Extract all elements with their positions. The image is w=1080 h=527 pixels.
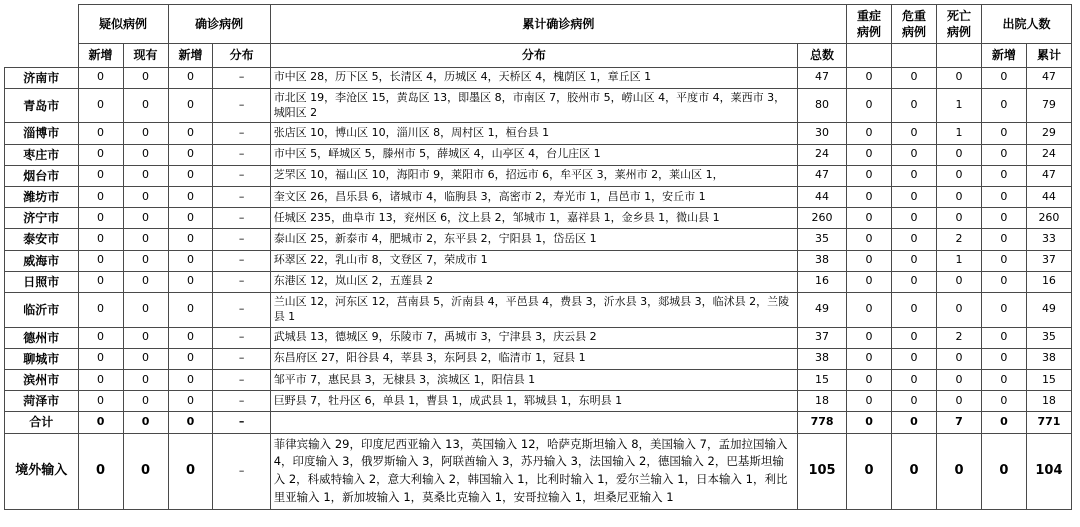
header-suspected-existing: 现有 [123, 44, 168, 67]
cell-discharged-new: 0 [981, 348, 1026, 369]
cell-discharged-new: 0 [981, 412, 1026, 433]
cell-discharged-cumulative: 79 [1026, 88, 1071, 123]
cell-critical: 0 [892, 123, 937, 144]
cell-critical: 0 [892, 165, 937, 186]
cell-cumulative-total: 38 [798, 250, 847, 271]
cell-suspected-new: 0 [78, 165, 123, 186]
cell-cumulative-distribution: 市北区 19，李沧区 15，黄岛区 13，即墨区 8，市南区 7，胶州市 5，崂山区 4，平度市 4，莱西市 3，城阳区 2 [270, 88, 797, 123]
cell-death: 0 [936, 144, 981, 165]
cell-critical: 0 [892, 412, 937, 433]
cell-cumulative-distribution [270, 412, 797, 433]
cell-discharged-new: 0 [981, 165, 1026, 186]
cell-suspected-new: 0 [78, 123, 123, 144]
cell-death: 1 [936, 250, 981, 271]
cell-confirmed-distribution: – [213, 271, 270, 292]
cell-confirmed-new: 0 [168, 271, 213, 292]
row-region: 德州市 [5, 327, 79, 348]
header-discharged-cumulative: 累计 [1026, 44, 1071, 67]
cell-confirmed-distribution: – [213, 229, 270, 250]
cell-confirmed-new: 0 [168, 292, 213, 327]
row-region: 泰安市 [5, 229, 79, 250]
cell-confirmed-distribution: – [213, 433, 270, 509]
table-row [5, 88, 1072, 123]
cell-discharged-new: 0 [981, 208, 1026, 229]
cell-death: 0 [936, 271, 981, 292]
cell-suspected-existing: 0 [123, 292, 168, 327]
header-corner-blank [5, 5, 79, 68]
cell-severe: 0 [847, 250, 892, 271]
cell-severe: 0 [847, 327, 892, 348]
cell-suspected-existing: 0 [123, 433, 168, 509]
cell-death: 0 [936, 292, 981, 327]
cell-discharged-cumulative: 29 [1026, 123, 1071, 144]
cell-discharged-cumulative: 37 [1026, 250, 1071, 271]
cell-critical: 0 [892, 370, 937, 391]
cell-death: 0 [936, 165, 981, 186]
cell-critical: 0 [892, 208, 937, 229]
header-critical-sub [892, 44, 937, 67]
cell-death: 0 [936, 391, 981, 412]
cell-discharged-new: 0 [981, 327, 1026, 348]
row-region: 淄博市 [5, 123, 79, 144]
cell-suspected-existing: 0 [123, 88, 168, 123]
table-row [5, 348, 1072, 369]
header-critical [892, 5, 937, 44]
cell-critical: 0 [892, 229, 937, 250]
header-suspected-new: 新增 [78, 44, 123, 67]
cell-discharged-new: 0 [981, 88, 1026, 123]
cell-confirmed-distribution: – [213, 292, 270, 327]
header-discharged-group: 出院人数 [981, 5, 1071, 44]
cell-discharged-new: 0 [981, 370, 1026, 391]
cell-discharged-cumulative: 104 [1026, 433, 1071, 509]
cell-suspected-existing: 0 [123, 144, 168, 165]
header-death-line2: 病例 [946, 25, 971, 40]
cell-confirmed-distribution: – [213, 391, 270, 412]
cell-discharged-new: 0 [981, 391, 1026, 412]
cell-suspected-existing: 0 [123, 165, 168, 186]
table-row [5, 144, 1072, 165]
table-header-sub-row [5, 44, 1072, 67]
cell-suspected-new: 0 [78, 208, 123, 229]
cell-suspected-new: 0 [78, 250, 123, 271]
cell-cumulative-distribution: 兰山区 12，河东区 12，莒南县 5，沂南县 4，平邑县 4，费县 3，沂水县 3，郯城县 3，临沭县 2，兰陵县 1 [270, 292, 797, 327]
cell-discharged-new: 0 [981, 187, 1026, 208]
cell-cumulative-total: 47 [798, 67, 847, 88]
cell-severe: 0 [847, 391, 892, 412]
row-region: 潍坊市 [5, 187, 79, 208]
cell-suspected-existing: 0 [123, 250, 168, 271]
cell-cumulative-distribution: 环翠区 22，乳山市 8，文登区 7，荣成市 1 [270, 250, 797, 271]
row-region: 境外输入 [5, 433, 79, 509]
cell-discharged-new: 0 [981, 229, 1026, 250]
cell-suspected-existing: 0 [123, 370, 168, 391]
cell-confirmed-new: 0 [168, 370, 213, 391]
cell-discharged-cumulative: 38 [1026, 348, 1071, 369]
cell-suspected-existing: 0 [123, 271, 168, 292]
cell-severe: 0 [847, 187, 892, 208]
cell-cumulative-distribution: 邹平市 7，惠民县 3，无棣县 3，滨城区 1，阳信县 1 [270, 370, 797, 391]
row-region: 合计 [5, 412, 79, 433]
table-row [5, 250, 1072, 271]
cell-cumulative-total: 49 [798, 292, 847, 327]
cell-discharged-cumulative: 16 [1026, 271, 1071, 292]
cell-death: 7 [936, 412, 981, 433]
header-death [936, 5, 981, 44]
cell-critical: 0 [892, 292, 937, 327]
header-cumulative-group: 累计确诊病例 [270, 5, 846, 44]
cell-cumulative-total: 44 [798, 187, 847, 208]
cell-cumulative-total: 30 [798, 123, 847, 144]
cell-discharged-new: 0 [981, 271, 1026, 292]
cell-confirmed-new: 0 [168, 208, 213, 229]
cell-cumulative-total: 105 [798, 433, 847, 509]
cell-cumulative-distribution: 张店区 10，博山区 10，淄川区 8，周村区 1，桓台县 1 [270, 123, 797, 144]
cell-death: 1 [936, 88, 981, 123]
cell-confirmed-new: 0 [168, 187, 213, 208]
cell-cumulative-total: 80 [798, 88, 847, 123]
row-region: 菏泽市 [5, 391, 79, 412]
cell-discharged-new: 0 [981, 144, 1026, 165]
cell-severe: 0 [847, 348, 892, 369]
header-death-sub [936, 44, 981, 67]
cell-confirmed-distribution: – [213, 327, 270, 348]
cell-discharged-cumulative: 24 [1026, 144, 1071, 165]
cell-critical: 0 [892, 187, 937, 208]
cell-cumulative-total: 778 [798, 412, 847, 433]
header-confirmed-new: 新增 [168, 44, 213, 67]
row-region: 济南市 [5, 67, 79, 88]
cell-confirmed-distribution: – [213, 370, 270, 391]
cell-discharged-cumulative: 49 [1026, 292, 1071, 327]
cell-death: 0 [936, 67, 981, 88]
cell-death: 0 [936, 433, 981, 509]
cell-suspected-existing: 0 [123, 348, 168, 369]
table-header-group-row [5, 5, 1072, 44]
cell-confirmed-distribution: – [213, 187, 270, 208]
row-region: 滨州市 [5, 370, 79, 391]
cell-severe: 0 [847, 292, 892, 327]
cell-severe: 0 [847, 67, 892, 88]
header-cumulative-total: 总数 [798, 44, 847, 67]
row-region: 日照市 [5, 271, 79, 292]
cell-suspected-new: 0 [78, 292, 123, 327]
cell-suspected-new: 0 [78, 348, 123, 369]
header-severe-line1: 重症 [857, 9, 882, 23]
header-confirmed-distribution: 分布 [213, 44, 270, 67]
cell-critical: 0 [892, 327, 937, 348]
cell-discharged-cumulative: 35 [1026, 327, 1071, 348]
table-row [5, 271, 1072, 292]
header-death-line1: 死亡 [946, 9, 971, 23]
header-severe-line2: 病例 [857, 25, 882, 40]
cell-confirmed-distribution: – [213, 144, 270, 165]
cell-confirmed-new: 0 [168, 348, 213, 369]
cell-severe: 0 [847, 370, 892, 391]
cell-cumulative-distribution: 市中区 28，历下区 5，长清区 4，历城区 4，天桥区 4，槐荫区 1，章丘区 1 [270, 67, 797, 88]
cell-discharged-cumulative: 33 [1026, 229, 1071, 250]
cell-discharged-new: 0 [981, 123, 1026, 144]
table-header [5, 5, 1072, 68]
table-row-imported [5, 433, 1072, 509]
table-row-total [5, 412, 1072, 433]
cell-cumulative-total: 24 [798, 144, 847, 165]
cell-confirmed-new: 0 [168, 229, 213, 250]
cell-suspected-new: 0 [78, 144, 123, 165]
row-region: 枣庄市 [5, 144, 79, 165]
cell-cumulative-total: 47 [798, 165, 847, 186]
cell-critical: 0 [892, 348, 937, 369]
cell-death: 1 [936, 123, 981, 144]
cell-suspected-new: 0 [78, 412, 123, 433]
cell-discharged-cumulative: 18 [1026, 391, 1071, 412]
cell-confirmed-new: 0 [168, 165, 213, 186]
cell-death: 0 [936, 370, 981, 391]
cell-critical: 0 [892, 67, 937, 88]
cell-cumulative-distribution: 市中区 5，峄城区 5，滕州市 5，薛城区 4，山亭区 4，台儿庄区 1 [270, 144, 797, 165]
cell-confirmed-new: 0 [168, 391, 213, 412]
cell-suspected-new: 0 [78, 88, 123, 123]
cell-confirmed-new: 0 [168, 88, 213, 123]
table-row [5, 292, 1072, 327]
cell-confirmed-distribution: – [213, 123, 270, 144]
header-severe-sub [847, 44, 892, 67]
cell-cumulative-distribution: 菲律宾输入 29，印度尼西亚输入 13，英国输入 12，哈萨克斯坦输入 8，美国输入 7，孟加拉国输入 4，印度输入 3，俄罗斯输入 3，阿联酋输入 3，苏丹输入 3，法国输入 2，德国输入 2，巴基斯坦输入 2，科威特输入 2，意大利输入 2，韩国输入 1，比利时输入 1，爱尔兰输入 1，日本输入 1，利比里亚输入 1，新加坡输入 1，莫桑比克输入 1，安哥拉输入 1，坦桑尼亚输入 1 [270, 433, 797, 509]
header-cumulative-distribution: 分布 [270, 44, 797, 67]
cell-cumulative-distribution: 东昌府区 27，阳谷县 4，莘县 3，东阿县 2，临清市 1，冠县 1 [270, 348, 797, 369]
cell-suspected-existing: 0 [123, 208, 168, 229]
cell-confirmed-new: 0 [168, 250, 213, 271]
cell-severe: 0 [847, 123, 892, 144]
cell-cumulative-total: 18 [798, 391, 847, 412]
cell-suspected-new: 0 [78, 271, 123, 292]
cell-severe: 0 [847, 88, 892, 123]
table-row [5, 187, 1072, 208]
cell-suspected-existing: 0 [123, 123, 168, 144]
cell-confirmed-distribution: – [213, 165, 270, 186]
cell-cumulative-distribution: 武城县 13，德城区 9，乐陵市 7，禹城市 3，宁津县 3，庆云县 2 [270, 327, 797, 348]
cell-death: 0 [936, 208, 981, 229]
cell-suspected-new: 0 [78, 370, 123, 391]
cell-severe: 0 [847, 433, 892, 509]
cell-confirmed-new: 0 [168, 123, 213, 144]
row-region: 威海市 [5, 250, 79, 271]
cell-discharged-new: 0 [981, 250, 1026, 271]
cell-suspected-existing: 0 [123, 187, 168, 208]
cell-suspected-existing: 0 [123, 412, 168, 433]
header-confirmed-group: 确诊病例 [168, 5, 270, 44]
cell-confirmed-new: 0 [168, 67, 213, 88]
cell-critical: 0 [892, 433, 937, 509]
cell-cumulative-distribution: 任城区 235，曲阜市 13，兖州区 6，汶上县 2，邹城市 1，嘉祥县 1，金乡县 1，微山县 1 [270, 208, 797, 229]
cell-suspected-existing: 0 [123, 391, 168, 412]
cell-confirmed-new: 0 [168, 433, 213, 509]
cell-death: 2 [936, 327, 981, 348]
epidemic-table [4, 4, 1072, 510]
cell-severe: 0 [847, 165, 892, 186]
cell-confirmed-distribution: – [213, 67, 270, 88]
row-region: 聊城市 [5, 348, 79, 369]
cell-cumulative-total: 37 [798, 327, 847, 348]
table-row [5, 123, 1072, 144]
cell-cumulative-total: 38 [798, 348, 847, 369]
row-region: 青岛市 [5, 88, 79, 123]
cell-cumulative-distribution: 奎文区 26，昌乐县 6，诸城市 4，临朐县 3，高密市 2，寿光市 1，昌邑市 1，安丘市 1 [270, 187, 797, 208]
cell-confirmed-distribution: – [213, 250, 270, 271]
cell-cumulative-total: 16 [798, 271, 847, 292]
cell-discharged-cumulative: 47 [1026, 165, 1071, 186]
cell-suspected-new: 0 [78, 391, 123, 412]
cell-suspected-new: 0 [78, 327, 123, 348]
cell-discharged-new: 0 [981, 433, 1026, 509]
cell-critical: 0 [892, 391, 937, 412]
cell-critical: 0 [892, 144, 937, 165]
cell-cumulative-total: 260 [798, 208, 847, 229]
header-severe [847, 5, 892, 44]
cell-suspected-new: 0 [78, 433, 123, 509]
cell-severe: 0 [847, 208, 892, 229]
cell-confirmed-new: 0 [168, 412, 213, 433]
cell-cumulative-distribution: 东港区 12，岚山区 2，五莲县 2 [270, 271, 797, 292]
cell-death: 2 [936, 229, 981, 250]
row-region: 临沂市 [5, 292, 79, 327]
cell-death: 0 [936, 187, 981, 208]
cell-discharged-new: 0 [981, 292, 1026, 327]
cell-critical: 0 [892, 250, 937, 271]
table-row [5, 165, 1072, 186]
cell-discharged-new: 0 [981, 67, 1026, 88]
cell-severe: 0 [847, 144, 892, 165]
cell-confirmed-distribution: – [213, 348, 270, 369]
table-row [5, 67, 1072, 88]
cell-confirmed-distribution: – [213, 88, 270, 123]
table-row [5, 327, 1072, 348]
header-critical-line1: 危重 [902, 9, 927, 23]
cell-cumulative-distribution: 芝罘区 10，福山区 10，海阳市 9，莱阳市 6，招远市 6，牟平区 3，莱州市 2，莱山区 1， [270, 165, 797, 186]
cell-confirmed-new: 0 [168, 327, 213, 348]
cell-discharged-cumulative: 260 [1026, 208, 1071, 229]
cell-suspected-new: 0 [78, 67, 123, 88]
table-row [5, 208, 1072, 229]
cell-discharged-cumulative: 44 [1026, 187, 1071, 208]
cell-suspected-existing: 0 [123, 67, 168, 88]
cell-severe: 0 [847, 271, 892, 292]
cell-cumulative-total: 15 [798, 370, 847, 391]
cell-discharged-cumulative: 47 [1026, 67, 1071, 88]
cell-discharged-cumulative: 15 [1026, 370, 1071, 391]
table-row [5, 391, 1072, 412]
header-suspected-group: 疑似病例 [78, 5, 168, 44]
cell-discharged-cumulative: 771 [1026, 412, 1071, 433]
row-region: 济宁市 [5, 208, 79, 229]
cell-confirmed-distribution: – [213, 412, 270, 433]
cell-suspected-existing: 0 [123, 327, 168, 348]
table-row [5, 229, 1072, 250]
header-discharged-new: 新增 [981, 44, 1026, 67]
cell-critical: 0 [892, 88, 937, 123]
cell-confirmed-new: 0 [168, 144, 213, 165]
cell-cumulative-distribution: 巨野县 7，牡丹区 6，单县 1，曹县 1，成武县 1，郓城县 1，东明县 1 [270, 391, 797, 412]
cell-critical: 0 [892, 271, 937, 292]
cell-suspected-new: 0 [78, 229, 123, 250]
cell-severe: 0 [847, 229, 892, 250]
table-row [5, 370, 1072, 391]
cell-severe: 0 [847, 412, 892, 433]
cell-cumulative-total: 35 [798, 229, 847, 250]
cell-death: 0 [936, 348, 981, 369]
cell-suspected-new: 0 [78, 187, 123, 208]
header-critical-line2: 病例 [902, 25, 927, 40]
table-body [5, 67, 1072, 509]
cell-confirmed-distribution: – [213, 208, 270, 229]
row-region: 烟台市 [5, 165, 79, 186]
cell-cumulative-distribution: 泰山区 25，新泰市 4，肥城市 2，东平县 2，宁阳县 1，岱岳区 1 [270, 229, 797, 250]
cell-suspected-existing: 0 [123, 229, 168, 250]
